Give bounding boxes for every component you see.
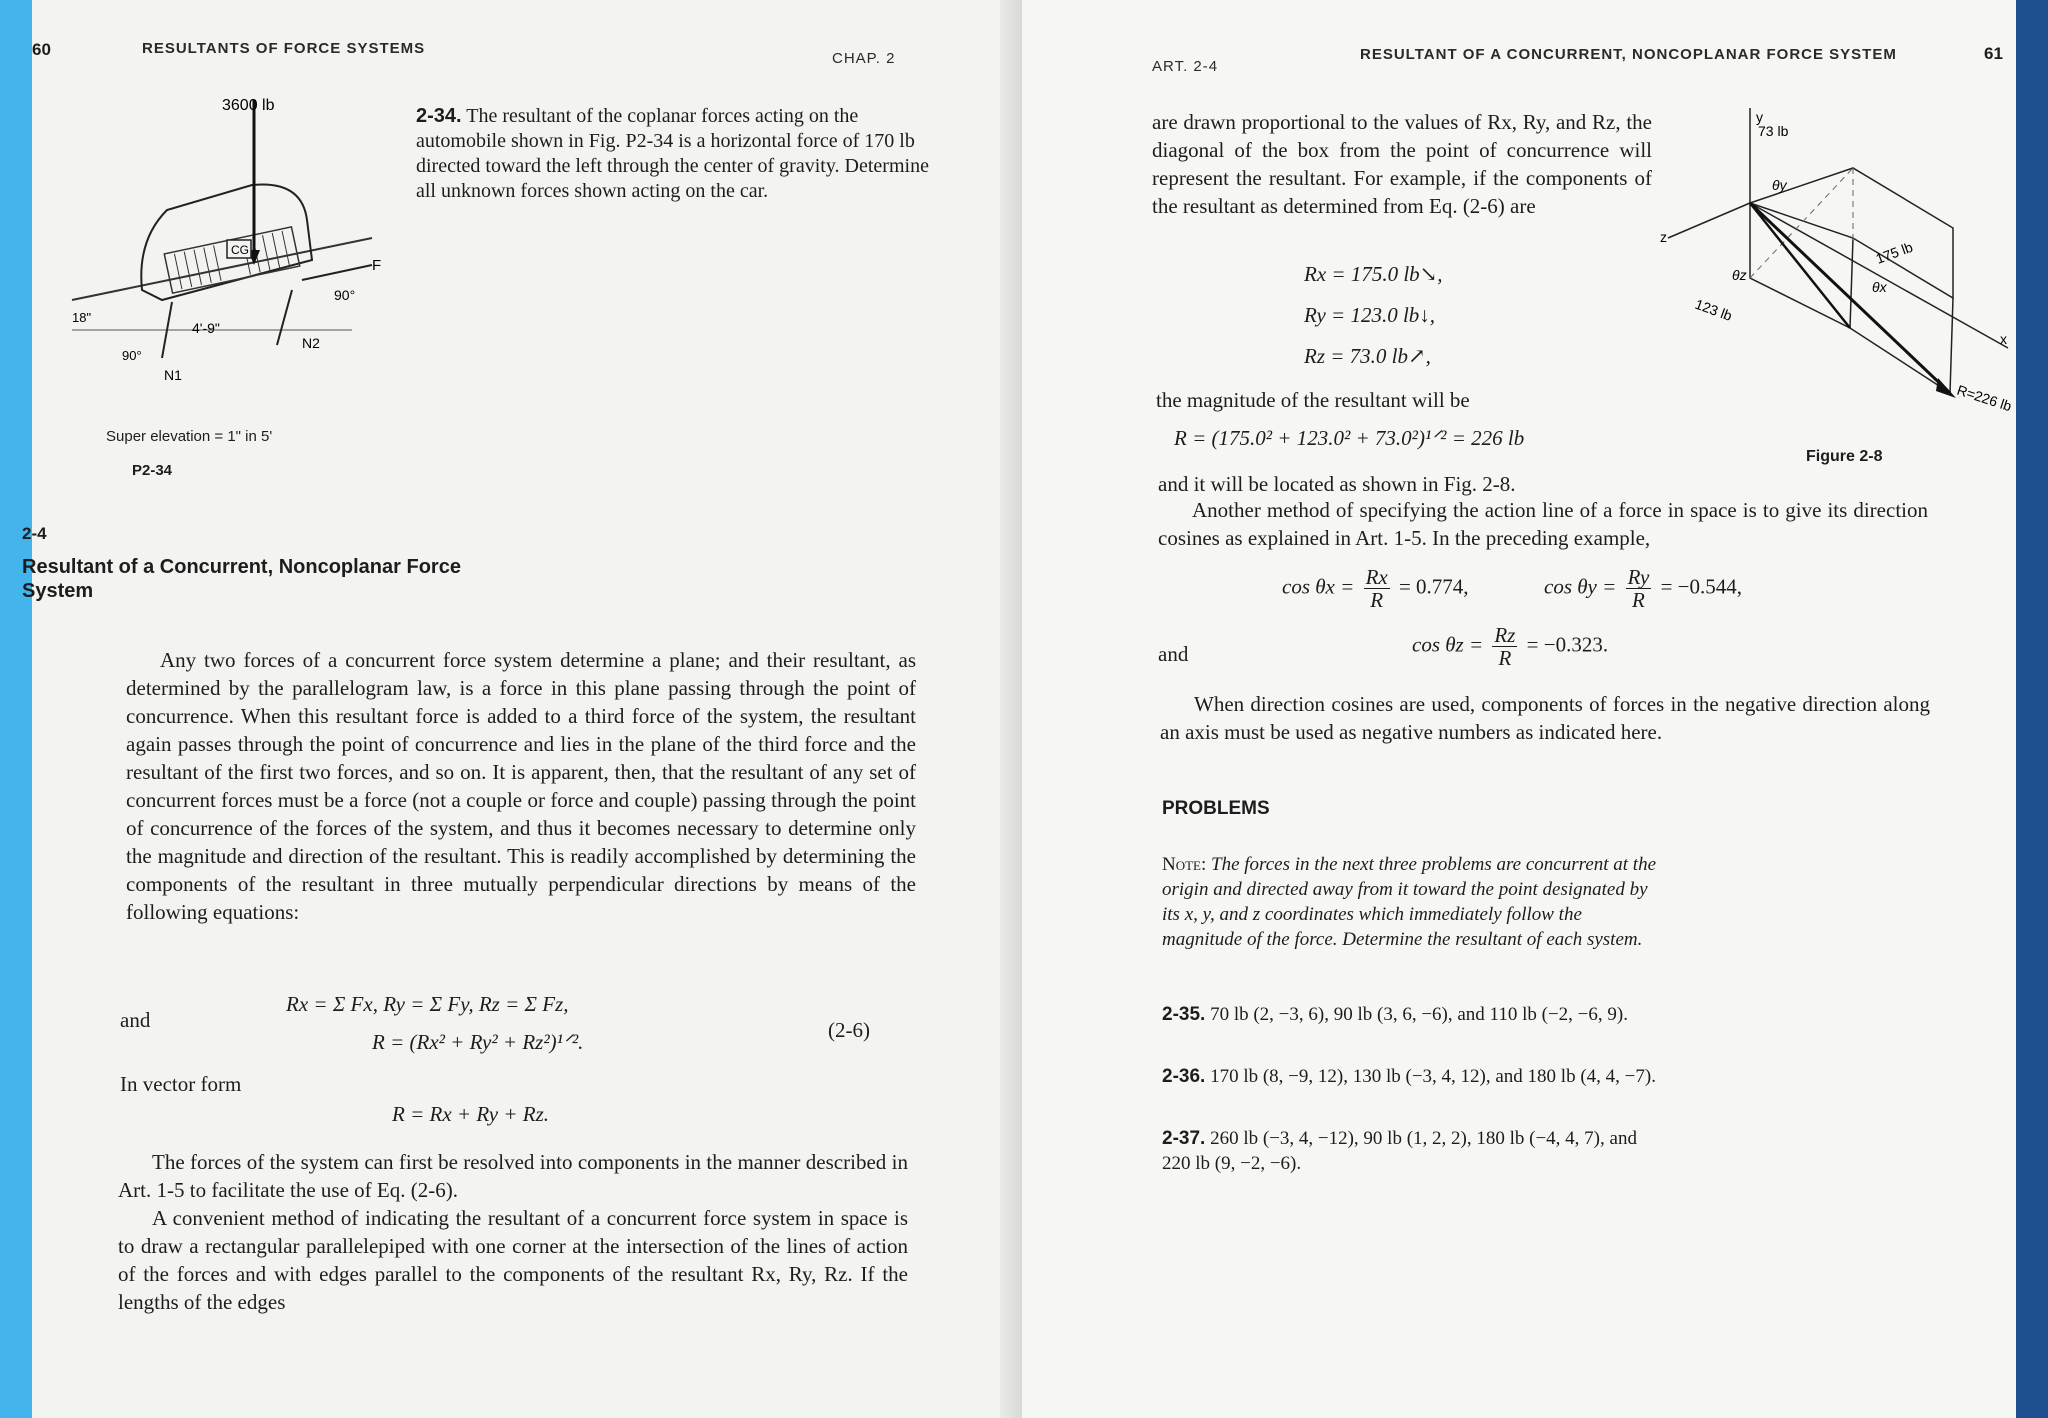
problem-text-2-37: 260 lb (−3, 4, −12), 90 lb (1, 2, 2), 180 lb (−4, 4, 7), and 220 lb (9, −2, −6). xyxy=(1162,1128,1637,1174)
para-convenient-method-text: A convenient method of indicating the resultant of a concurrent force system in space is to draw a rectangular parallelepiped with one corner at the intersection of the lines of action of the forces and with edges parallel to the components of the resultant Rx, Ry, Rz. If the lengths of the edges xyxy=(118,1206,908,1314)
cos-x-denominator: R xyxy=(1370,588,1384,612)
road-line xyxy=(72,238,372,300)
theta-y-label: θy xyxy=(1772,177,1787,193)
rz-label: 73 lb xyxy=(1758,123,1789,139)
direction-cosines-note xyxy=(1160,690,1930,746)
problem-number-2-36: 2-36. xyxy=(1162,1066,1206,1087)
r-label: R=226 lb xyxy=(1955,381,2014,415)
right-page xyxy=(1022,0,2016,1418)
cos-x-equation xyxy=(1282,566,1469,611)
problem-text-2-35: 70 lb (2, −3, 6), 90 lb (3, 6, −6), and 110 lb (−2, −6, 9). xyxy=(1210,1004,1628,1025)
n2-arrow xyxy=(277,290,292,345)
page-number-right: 61 xyxy=(1984,44,2003,63)
cos-x-value: = 0.774, xyxy=(1398,574,1469,599)
equation-magnitude: R = (Rx² + Ry² + Rz²)¹ᐟ². xyxy=(372,1030,584,1054)
figure-caption-p2-34: P2-34 xyxy=(132,462,173,479)
running-head-right: RESULTANT OF A CONCURRENT, NONCOPLANAR FORCE SYSTEM xyxy=(1360,46,1897,63)
car-grille xyxy=(164,227,299,293)
magnitude-equation: R = (175.0² + 123.0² + 73.0²)¹ᐟ² = 226 lb xyxy=(1174,426,1525,450)
parallelepiped-diagram xyxy=(1638,108,2014,438)
figure-2-8-caption: Figure 2-8 xyxy=(1806,448,1883,465)
running-head-left: RESULTANTS OF FORCE SYSTEMS xyxy=(142,40,426,57)
z-axis-label: z xyxy=(1660,229,1667,245)
equation-components: Rx = Σ Fx, Ry = Σ Fy, Rz = Σ Fz, xyxy=(286,992,569,1016)
body-paragraph-text: Any two forces of a concurrent force system determine a plane; and their resultant, as determined by the parallelogram law, is a force in this plane passing through the point of concurrence. When this resultant force is added to a third force of the system, the resultant again passes through the point of concurrence and lies in the plane of the third force and the resultant of the first two forces, and so on. It is apparent, then, that the resultant of any set of concurrent forces must be a force (not a couple or force and couple) passing through the point of concurrence of the forces of the system, and thus it becomes necessary to determine only the magnitude and direction of the resultant. This is readily accomplished by determining the components of the resultant in three mutually perpendicular directions by means of the following equations: xyxy=(126,648,916,924)
cos-z-denominator: R xyxy=(1498,646,1512,670)
force-f-label: F xyxy=(372,257,382,274)
problem-2-37 xyxy=(1162,1126,1658,1176)
theta-x-label: θx xyxy=(1872,279,1887,295)
para-convenient-method xyxy=(118,1204,908,1316)
figure-p2-34 xyxy=(72,90,432,390)
cos-x-lhs: cos θx = xyxy=(1282,574,1355,599)
cos-z-value: = −0.323. xyxy=(1526,632,1609,657)
note-label: Note: xyxy=(1162,854,1207,875)
cos-x-numerator: Rx xyxy=(1365,565,1388,589)
art-label: ART. 2-4 xyxy=(1152,58,1219,75)
cos-x-fraction xyxy=(1364,566,1390,611)
another-method-paragraph xyxy=(1158,496,1928,552)
problem-number-2-34: 2-34. xyxy=(416,105,462,127)
figure-2-8 xyxy=(1638,108,2014,438)
direction-cosines-note-text: When direction cosines are used, components of forces in the negative direction along an axis must be used as negative numbers as indicated here. xyxy=(1160,692,1930,744)
rx-arrow xyxy=(1750,203,1850,328)
vector-form-label: In vector form xyxy=(120,1072,242,1096)
load-label: 3600 lb xyxy=(222,97,275,114)
box-inner-edge xyxy=(1850,238,1853,328)
n1-label: N1 xyxy=(164,367,182,383)
magnitude-intro: the magnitude of the resultant will be xyxy=(1156,388,1470,412)
problem-2-35 xyxy=(1162,1002,1658,1027)
intro-text: are drawn proportional to the values of Rx, Ry, and Rz, the diagonal of the box from the point of concurrence will represent the resultant. For example, if the components of the resultant as determined from Eq. (2-6) are xyxy=(1152,110,1652,218)
component-rx: Rx = 175.0 lb↘, xyxy=(1304,262,1443,286)
para-resolve xyxy=(118,1148,908,1204)
dimension-49: 4'-9" xyxy=(192,320,220,336)
component-ry: Ry = 123.0 lb↓, xyxy=(1304,303,1436,327)
cos-z-numerator: Rz xyxy=(1494,623,1516,647)
n2-label: N2 xyxy=(302,335,320,351)
section-title-line2: System xyxy=(22,580,94,602)
problem-2-36 xyxy=(1162,1064,1658,1089)
chapter-label: CHAP. 2 xyxy=(832,50,896,67)
cos-z-fraction xyxy=(1492,624,1517,669)
eq-and-label: and xyxy=(120,1008,151,1032)
another-method-text: Another method of specifying the action line of a force in space is to give its direction cosines as explained in Art. 1-5. In the preceding example, xyxy=(1158,498,1928,550)
problem-text-2-36: 170 lb (8, −9, 12), 130 lb (−3, 4, 12), and 180 lb (4, 4, −7). xyxy=(1210,1066,1656,1087)
vector-equation: R = Rx + Ry + Rz. xyxy=(392,1102,550,1126)
problem-2-34 xyxy=(416,104,932,204)
para-resolve-text: The forces of the system can first be resolved into components in the manner described in Art. 1-5 to facilitate the use of Eq. (2-6). xyxy=(118,1150,908,1202)
super-elevation-label: Super elevation = 1" in 5' xyxy=(106,428,273,445)
cos-y-denominator: R xyxy=(1632,588,1645,612)
problem-number-2-37: 2-37. xyxy=(1162,1128,1206,1149)
theta-z-label: θz xyxy=(1732,267,1747,283)
cos-y-lhs: cos θy = xyxy=(1544,574,1617,599)
problem-text-2-34: The resultant of the coplanar forces acting on the automobile shown in Fig. P2-34 is a horizontal force of 170 lb directed toward the left through the center of gravity. Determine all unknown forces shown acting on the car. xyxy=(416,105,929,202)
z-axis xyxy=(1668,203,1750,238)
angle-90-label: 90° xyxy=(334,287,356,303)
cos-y-value: = −0.544, xyxy=(1660,574,1743,599)
cos-z-lhs: cos θz = xyxy=(1412,632,1484,657)
section-title-line1: Resultant of a Concurrent, Noncoplanar Force xyxy=(22,556,461,578)
y-axis-label: y xyxy=(1756,109,1763,125)
force-f-arrow xyxy=(302,265,372,280)
cos-y-fraction xyxy=(1626,566,1652,611)
located-text: and it will be located as shown in Fig. 2-8. xyxy=(1158,472,1516,496)
cos-y-numerator: Ry xyxy=(1627,565,1650,589)
and-label: and xyxy=(1158,642,1189,666)
x-axis-label: x xyxy=(2000,331,2007,347)
dimension-18: 18" xyxy=(72,310,92,325)
body-paragraph xyxy=(126,646,916,926)
rx-label: 175 lb xyxy=(1873,238,1915,267)
problems-note xyxy=(1162,852,1658,952)
car-diagram xyxy=(72,90,432,390)
cos-y-equation xyxy=(1544,566,1742,611)
cg-label: CG xyxy=(231,243,249,257)
page-number-left: 60 xyxy=(32,40,51,59)
cos-z-equation xyxy=(1412,624,1608,669)
section-number: 2-4 xyxy=(22,524,47,543)
note-text: The forces in the next three problems are concurrent at the origin and directed away from it toward the point designated by its x, y, and z coordinates which immediately follow the magnitude of the force. Determine the resultant of each system. xyxy=(1162,854,1657,950)
angle-90-left: 90° xyxy=(122,348,142,363)
ry-label: 123 lb xyxy=(1692,295,1735,324)
resultant-arrowhead xyxy=(1936,378,1956,398)
problems-heading: PROBLEMS xyxy=(1162,798,1270,819)
component-rz: Rz = 73.0 lb↗, xyxy=(1304,344,1431,368)
intro-paragraph xyxy=(1152,108,1652,220)
equation-number: (2-6) xyxy=(828,1018,870,1042)
problem-number-2-35: 2-35. xyxy=(1162,1004,1206,1025)
left-page xyxy=(22,0,1022,1418)
